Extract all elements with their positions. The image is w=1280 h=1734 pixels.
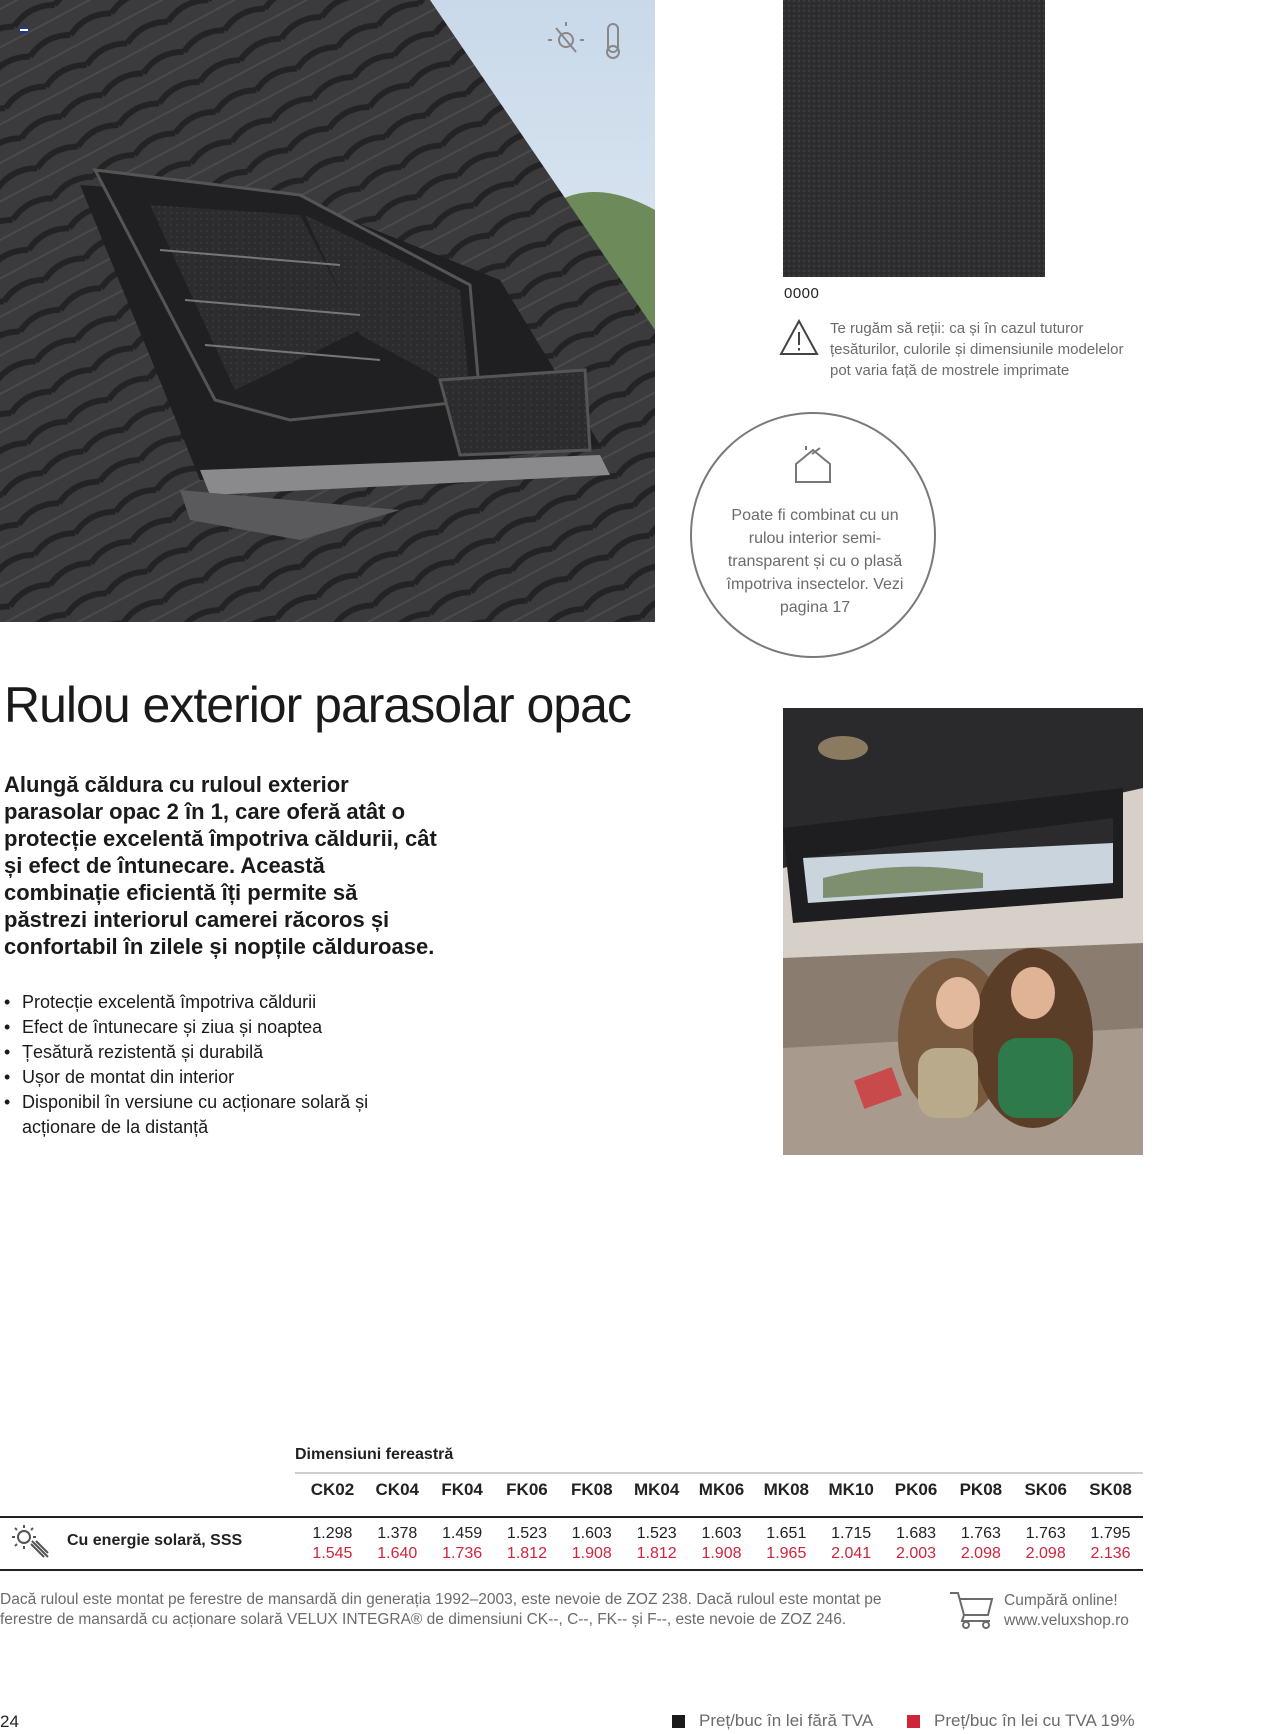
price-net: 1.603 xyxy=(701,1525,742,1542)
price-vat: 1.812 xyxy=(506,1545,547,1562)
list-item: • Ușor de montat din interior xyxy=(4,1065,434,1090)
column-header: CK04 xyxy=(375,1480,419,1499)
price-net: 1.523 xyxy=(506,1525,547,1542)
price-cell xyxy=(430,1524,495,1564)
price-net: 1.298 xyxy=(312,1525,353,1542)
column-header: CK02 xyxy=(310,1480,355,1499)
price-cell xyxy=(365,1524,430,1564)
column-header: MK04 xyxy=(633,1480,680,1499)
price-cell xyxy=(1078,1524,1143,1564)
price-net: 1.603 xyxy=(571,1525,612,1542)
price-vat: 2.136 xyxy=(1090,1545,1131,1562)
price-vat: 2.003 xyxy=(895,1545,937,1562)
price-vat: 1.640 xyxy=(377,1545,418,1562)
price-net: 1.651 xyxy=(766,1525,807,1542)
legend-label: Preț/buc în lei fără TVA xyxy=(699,1711,874,1730)
table-row-label: Cu energie solară, SSS xyxy=(67,1532,243,1549)
price-vat: 2.098 xyxy=(1025,1545,1066,1562)
price-vat: 1.908 xyxy=(571,1545,612,1562)
legend-net-price xyxy=(672,1711,873,1731)
table-divider xyxy=(0,1516,1143,1518)
legend-label: Preț/buc în lei cu TVA 19% xyxy=(934,1711,1135,1730)
price-vat: 2.041 xyxy=(831,1545,872,1562)
price-cell xyxy=(300,1524,365,1564)
price-net: 1.459 xyxy=(442,1525,483,1542)
column-header: MK08 xyxy=(763,1480,809,1499)
price-cell xyxy=(754,1524,819,1564)
price-net: 1.763 xyxy=(1025,1525,1066,1542)
interior-photo xyxy=(783,708,1143,1155)
price-cell xyxy=(884,1524,949,1564)
page-number: 24 xyxy=(0,1712,19,1731)
price-vat: 1.812 xyxy=(636,1545,677,1562)
price-vat: 2.098 xyxy=(960,1545,1001,1562)
price-net: 1.763 xyxy=(960,1525,1001,1542)
price-cell xyxy=(495,1524,560,1564)
price-vat: 1.908 xyxy=(701,1545,742,1562)
table-heading: Dimensiuni fereastră xyxy=(295,1446,454,1463)
column-header: FK08 xyxy=(571,1480,613,1499)
flag-icon xyxy=(20,20,28,26)
shop-label: Cumpără online! xyxy=(1004,1592,1118,1609)
feature-list xyxy=(4,990,434,1140)
price-net: 1.378 xyxy=(377,1525,418,1542)
table-divider xyxy=(295,1472,1143,1474)
price-net: 1.795 xyxy=(1090,1525,1131,1542)
column-header: PK08 xyxy=(959,1480,1003,1499)
column-header: PK06 xyxy=(894,1480,938,1499)
table-divider xyxy=(0,1569,1143,1571)
column-header: FK04 xyxy=(441,1480,483,1499)
list-item: • Disponibil în versiune cu acționare solară și acționare de la distanță xyxy=(4,1090,434,1140)
online-shop-link[interactable] xyxy=(948,1589,1138,1629)
shop-url: www.veluxshop.ro xyxy=(1004,1612,1129,1629)
column-header: SK06 xyxy=(1024,1480,1067,1499)
price-vat: 1.545 xyxy=(312,1545,353,1562)
solar-power-icon xyxy=(10,1523,52,1561)
lead-paragraph: Alungă căldura cu ruloul exterior parasolar opac 2 în 1, care oferă atât o protecție excelentă împotriva căldurii, cât și efect de întunecare. Această combinație eficientă îți permite să păstrezi interiorul camerei răcoros și confortabil în zilele și nopțile călduroase. xyxy=(4,772,437,959)
price-cell xyxy=(1013,1524,1078,1564)
price-net: 1.715 xyxy=(831,1525,872,1542)
price-net: 1.523 xyxy=(636,1525,677,1542)
price-cell xyxy=(948,1524,1013,1564)
column-header: MK06 xyxy=(698,1480,745,1499)
house-window-icon xyxy=(792,444,834,486)
column-header: MK10 xyxy=(828,1480,874,1499)
table-column-headers xyxy=(300,1480,1143,1500)
list-item: • Efect de întunecare și ziua și noaptea xyxy=(4,1015,434,1040)
price-vat: 1.736 xyxy=(442,1545,483,1562)
table-row xyxy=(300,1524,1143,1564)
fabric-swatch-image xyxy=(783,0,1045,277)
installation-note: Dacă ruloul este montat pe ferestre de mansardă din generația 1992–2003, este nevoie de ZOZ 238. Dacă ruloul este montat pe ferestre de mansardă cu acționare solară VELUX INTEGRA® de dimensiuni CK--, C--, FK-- și F--, este nevoie de ZOZ 246. xyxy=(0,1591,882,1628)
price-cell xyxy=(624,1524,689,1564)
callout-text: Poate fi combinat cu un rulou interior semi-transparent și cu o plasă împotriva insectelor. Vezi pagina 17 xyxy=(726,507,904,616)
price-vat: 1.965 xyxy=(766,1545,807,1562)
price-cell xyxy=(689,1524,754,1564)
column-header: FK06 xyxy=(506,1480,548,1499)
swatch-code: 0000 xyxy=(784,285,820,302)
legend-vat-price xyxy=(907,1711,1135,1731)
legend-swatch-vat xyxy=(907,1715,920,1728)
list-item: • Țesătură rezistentă și durabilă xyxy=(4,1040,434,1065)
column-header: SK08 xyxy=(1089,1480,1132,1499)
warning-icon xyxy=(778,318,820,358)
legend-swatch-net xyxy=(672,1715,685,1728)
warning-text: Te rugăm să reții: ca și în cazul tuturor țesăturilor, culorile și dimensiunile modelelor pot varia față de mostrele imprimate xyxy=(830,320,1124,379)
price-cell xyxy=(559,1524,624,1564)
shopping-cart-icon xyxy=(948,1589,996,1629)
combination-callout xyxy=(690,412,936,658)
list-item: • Protecție excelentă împotriva căldurii xyxy=(4,990,434,1015)
page-title: Rulou exterior parasolar opac xyxy=(4,677,631,733)
hero-roof-image xyxy=(0,0,655,622)
price-cell xyxy=(819,1524,884,1564)
price-net: 1.683 xyxy=(895,1525,937,1542)
